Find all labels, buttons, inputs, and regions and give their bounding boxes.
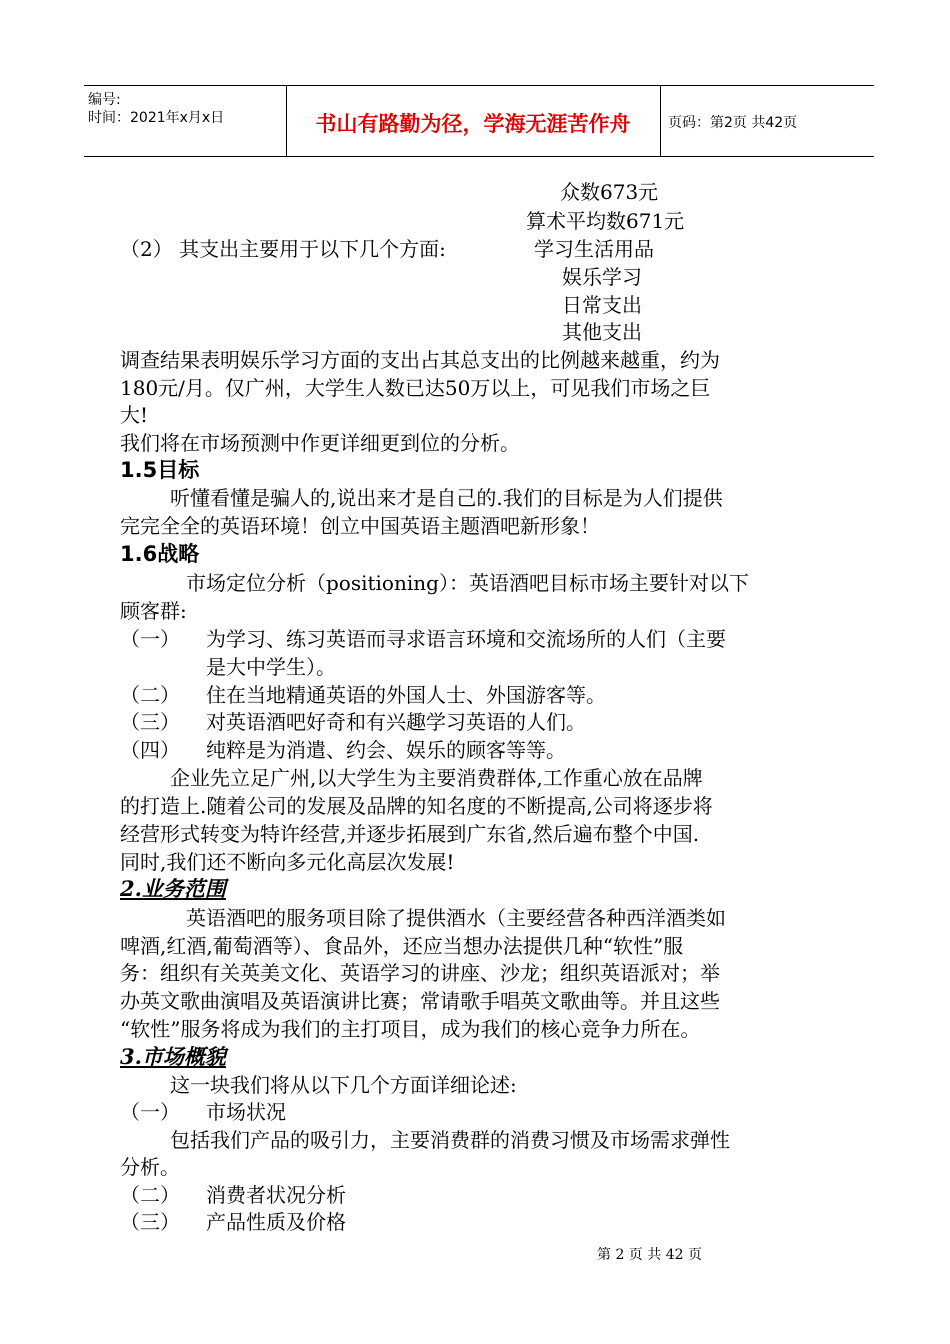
list-marker: （二）: [120, 1183, 180, 1207]
expense-item: 日常支出: [562, 293, 642, 317]
header-divider: [286, 86, 287, 156]
paragraph-line: 180元/月。仅广州，大学生人数已达50万以上，可见我们市场之巨: [120, 376, 711, 400]
paragraph-line: 务：组织有关英美文化、英语学习的讲座、沙龙；组织英语派对；举: [120, 961, 720, 985]
paragraph-line: 同时,我们还不断向多元化高层次发展!: [120, 850, 455, 874]
expense-item: 娱乐学习: [562, 265, 642, 289]
paragraph-line: 顾客群:: [120, 599, 187, 623]
list-item-text: 市场状况: [206, 1100, 286, 1124]
list-marker: （四）: [120, 738, 180, 762]
list-item-text: 产品性质及价格: [206, 1210, 346, 1234]
section-heading: 1.5目标: [120, 458, 200, 482]
doc-number-label: 编号:: [88, 92, 121, 108]
page-footer: 第 2 页 共 42 页: [597, 1247, 702, 1263]
paragraph-line: “软性”服务将成为我们的主打项目，成为我们的核心竞争力所在。: [120, 1017, 701, 1041]
header-meta: [88, 91, 224, 127]
paragraph-line: 分析。: [120, 1155, 180, 1179]
paragraph-line: 办英文歌曲演唱及英语演讲比赛；常请歌手唱英文歌曲等。并且这些: [120, 989, 720, 1013]
paragraph-line: 企业先立足广州,以大学生为主要消费群体,工作重心放在品牌: [170, 766, 703, 790]
list-marker: （三）: [120, 710, 180, 734]
header-motto: 书山有路勤为径，学海无涯苦作舟: [315, 112, 631, 136]
expense-item: 其他支出: [562, 320, 642, 344]
section-heading: 3.市场概貌: [120, 1044, 226, 1069]
list-item-text: 对英语酒吧好奇和有兴趣学习英语的人们。: [206, 710, 586, 734]
list-item-text: 是大中学生）。: [206, 655, 336, 679]
list-marker: （一）: [120, 627, 180, 651]
section-heading: 2.业务范围: [120, 876, 226, 901]
paragraph-line: 英语酒吧的服务项目除了提供酒水（主要经营各种西洋酒类如: [186, 906, 726, 930]
paragraph-line: 市场定位分析（positioning）：英语酒吧目标市场主要针对以下: [186, 571, 749, 595]
list-marker: （二）: [120, 683, 180, 707]
expense-intro: （2） 其支出主要用于以下几个方面:: [120, 237, 446, 261]
page-header: [84, 85, 874, 157]
list-item-text: 为学习、练习英语而寻求语言环境和交流场所的人们（主要: [206, 627, 726, 651]
doc-time-label: 时间：2021年x月x日: [88, 110, 225, 126]
expense-item: 学习生活用品: [534, 237, 654, 261]
list-item-text: 住在当地精通英语的外国人士、外国游客等。: [206, 683, 606, 707]
paragraph-line: 啤酒,红酒,葡萄酒等）、食品外，还应当想办法提供几种“软性”服: [120, 934, 684, 958]
paragraph-line: 大!: [120, 403, 149, 427]
paragraph-line: 听懂看懂是骗人的,说出来才是自己的.我们的目标是为人们提供: [170, 486, 723, 510]
stat-mode: 众数673元: [560, 180, 659, 204]
paragraph-line: 调查结果表明娱乐学习方面的支出占其总支出的比例越来越重，约为: [120, 348, 720, 372]
paragraph-line: 包括我们产品的吸引力，主要消费群的消费习惯及市场需求弹性: [170, 1128, 730, 1152]
paragraph-line: 的打造上.随着公司的发展及品牌的知名度的不断提高,公司将逐步将: [120, 794, 713, 818]
list-marker: （三）: [120, 1210, 180, 1234]
paragraph-line: 完完全全的英语环境！创立中国英语主题酒吧新形象！: [120, 514, 600, 538]
paragraph-line: 经营形式转变为特许经营,并逐步拓展到广东省,然后遍布整个中国.: [120, 822, 700, 846]
list-item-text: 纯粹是为消遣、约会、娱乐的顾客等等。: [206, 738, 566, 762]
header-page-label: 页码：第2页 共42页: [668, 115, 798, 131]
list-marker: （一）: [120, 1100, 180, 1124]
paragraph-line: 我们将在市场预测中作更详细更到位的分析。: [120, 431, 520, 455]
stat-mean: 算术平均数671元: [526, 209, 685, 233]
list-item-text: 消费者状况分析: [206, 1183, 346, 1207]
paragraph-line: 这一块我们将从以下几个方面详细论述:: [170, 1073, 517, 1097]
header-divider: [660, 86, 661, 156]
section-heading: 1.6战略: [120, 542, 200, 566]
